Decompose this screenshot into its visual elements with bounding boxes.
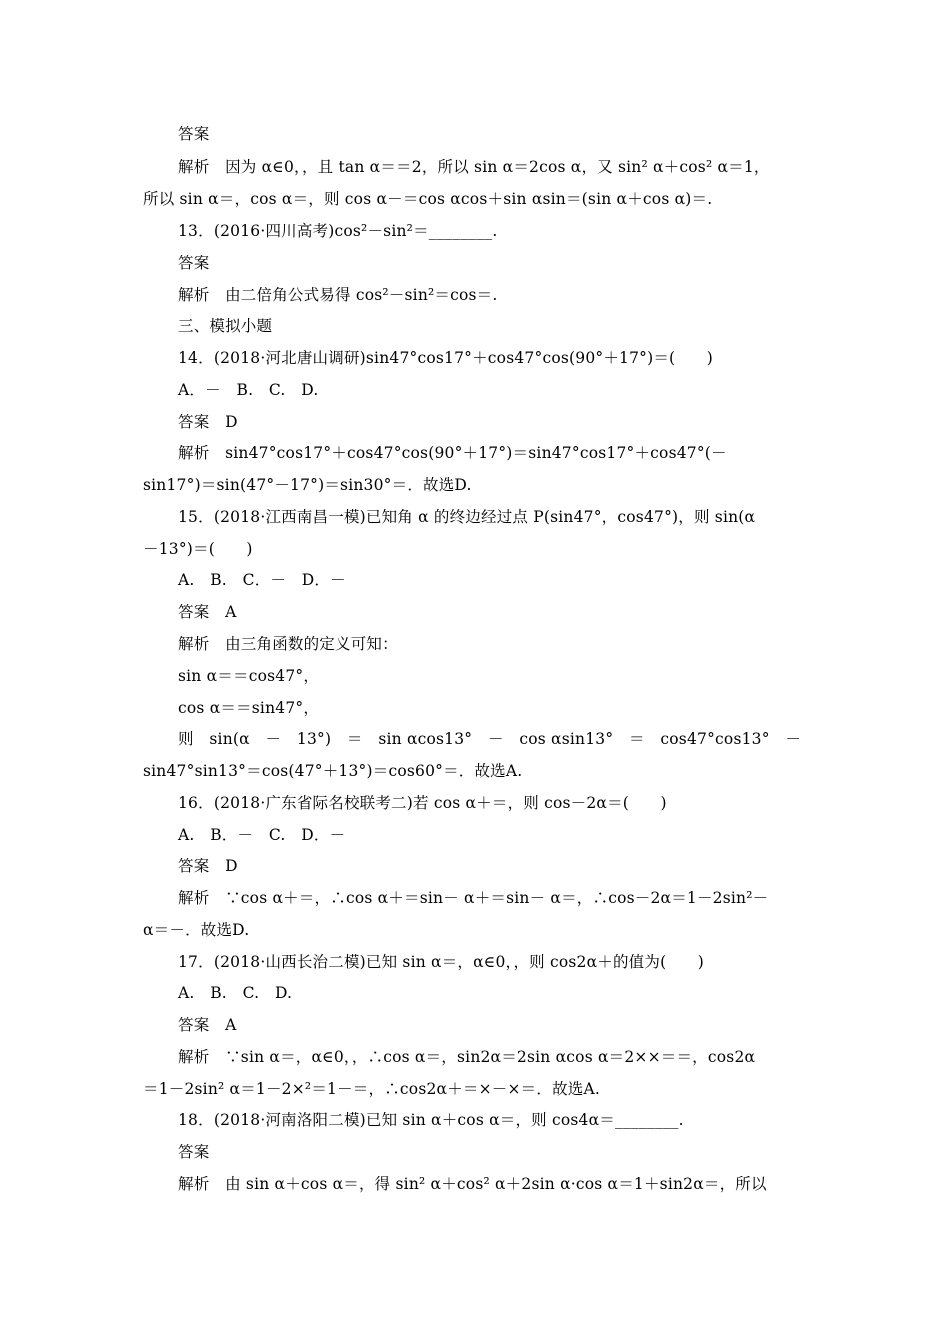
solution-line: sin47°sin13°＝cos(47°＋13°)＝cos60°＝．故选A. (143, 762, 523, 780)
solution-line: ＝1－2sin² α＝1－2×²＝1－＝，∴cos2α＋＝×－×＝．故选A. (143, 1080, 601, 1098)
answer-14: 答案 D (178, 413, 238, 431)
solution-line: 解析 因为 α∈0，，且 tan α＝＝2，所以 sin α＝2cos α，又 sin² α＋cos² α＝1， (178, 158, 770, 176)
problem-13: 13．(2016·四川高考)cos²－sin²＝________. (178, 222, 498, 240)
solution-line: cos α＝＝sin47°， (178, 699, 320, 717)
solution-line: 解析 sin47°cos17°＋cos47°cos(90°＋17°)＝sin47°cos17°＋cos47°(－ (178, 444, 727, 462)
problem-14: 14．(2018·河北唐山调研)sin47°cos17°＋cos47°cos(90°＋17°)＝( ) (178, 349, 713, 367)
solution-line: sin α＝＝cos47°， (178, 667, 320, 685)
solution-line: 解析 ∵sin α＝，α∈0，，∴cos α＝，sin2α＝2sin αcos α＝2××＝＝，cos2α (178, 1048, 756, 1066)
choices-17: A. B. C. D. (178, 984, 293, 1002)
choices-16: A. B．－ C. D．－ (178, 826, 346, 844)
answer-label: 答案 (178, 254, 210, 272)
problem-18: 18．(2018·河南洛阳二模)已知 sin α＋cos α＝，则 cos4α＝________. (178, 1111, 684, 1129)
solution-line: 所以 sin α＝，cos α＝，则 cos α－＝cos αcos＋sin αsin＝(sin α＋cos α)＝. (143, 190, 713, 208)
solution-line: 解析 由 sin α＋cos α＝，得 sin² α＋cos² α＋2sin α·cos α＝1＋sin2α＝，所以 (178, 1175, 767, 1193)
answer-15: 答案 A (178, 603, 237, 621)
answer-17: 答案 A (178, 1016, 237, 1034)
choices-15: A. B. C．－ D．－ (178, 571, 346, 589)
answer-label: 答案 (178, 125, 210, 143)
problem-16: 16．(2018·广东省际名校联考二)若 cos α＋＝，则 cos－2α＝( ) (178, 794, 667, 812)
solution-line: 解析 ∵cos α＋＝，∴cos α＋＝sin－ α＋＝sin－ α＝，∴cos－2α＝1－2sin²－ (178, 889, 769, 907)
problem-15-cont: －13°)＝( ) (143, 540, 253, 558)
answer-label: 答案 (178, 1143, 210, 1161)
solution-line: α＝－．故选D. (143, 921, 250, 939)
solution-line: sin17°)＝sin(47°－17°)＝sin30°＝．故选D. (143, 476, 472, 494)
choices-14: A．－ B. C. D. (178, 381, 319, 399)
solution-line: 则 sin(α － 13°) ＝ sin αcos13° － cos αsin13° ＝ cos47°cos13° － (178, 730, 802, 748)
solution-line: 解析 由三角函数的定义可知： (178, 635, 398, 653)
problem-17: 17．(2018·山西长治二模)已知 sin α＝，α∈0，，则 cos2α＋的值为( ) (178, 953, 704, 971)
answer-16: 答案 D (178, 857, 238, 875)
solution-line: 解析 由二倍角公式易得 cos²－sin²＝cos＝. (178, 286, 498, 304)
section-heading: 三、模拟小题 (178, 317, 273, 335)
problem-15: 15．(2018·江西南昌一模)已知角 α 的终边经过点 P(sin47°，cos47°)，则 sin(α (178, 508, 756, 526)
